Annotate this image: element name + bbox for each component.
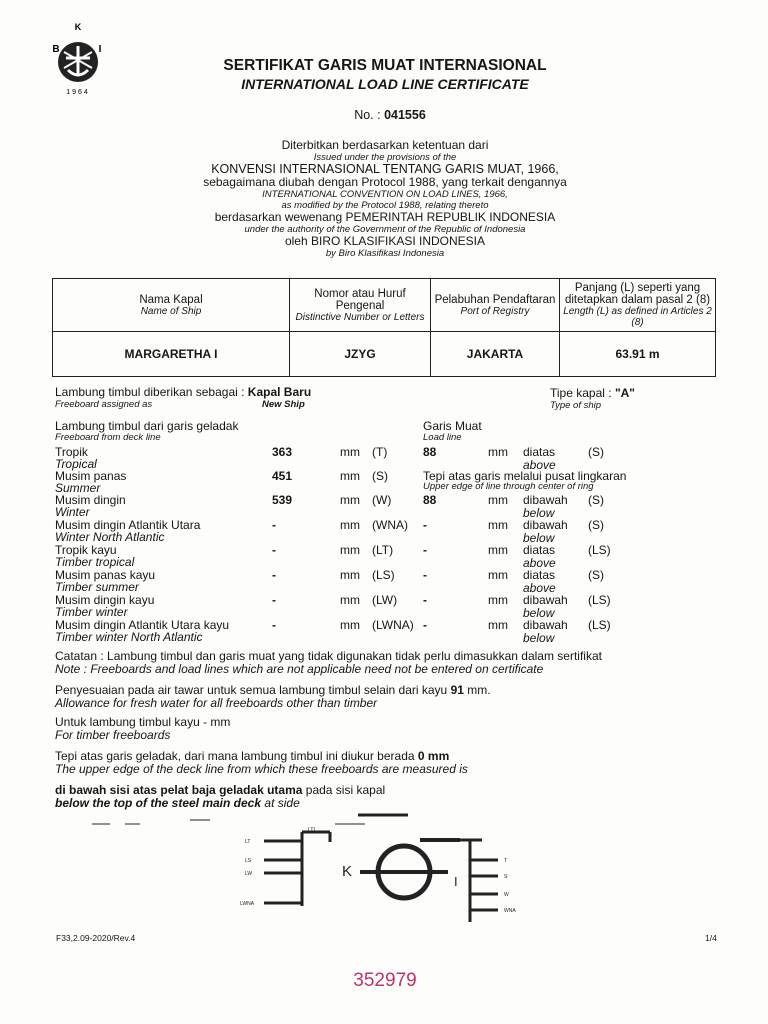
freeboard-row-name: Musim dingin Atlantik Utara kayu bbox=[55, 618, 230, 632]
mark-label-ls: LS bbox=[245, 858, 252, 864]
freeboard-row-value: - bbox=[272, 568, 276, 582]
loadline-row-position: diatas bbox=[523, 543, 556, 557]
freeboard-row-name: Musim dingin Atlantik Utara bbox=[55, 518, 201, 532]
loadline-row-position-en: above bbox=[523, 556, 556, 570]
loadline-row-code: (S) bbox=[588, 445, 604, 459]
loadline-row-code: (S) bbox=[588, 568, 604, 582]
loadline-row-unit: mm bbox=[488, 568, 508, 582]
mark-label-top: LTI bbox=[308, 827, 315, 833]
bki-logo bbox=[44, 18, 112, 98]
port-of-registry-value: JAKARTA bbox=[431, 332, 560, 377]
preamble-authority-en: under the authority of the Government of the Republic of Indonesia bbox=[244, 224, 526, 235]
loadline-row-unit: mm bbox=[488, 593, 508, 607]
note-timber: Untuk lambung timbul kayu - mm bbox=[55, 715, 231, 729]
table-header-row bbox=[53, 279, 716, 332]
freeboard-row-name-en: Winter North Atlantic bbox=[55, 530, 165, 544]
freeboard-row-name-en: Timber summer bbox=[55, 580, 139, 594]
freeboard-row-unit: mm bbox=[340, 445, 360, 459]
loadline-row-position-en: above bbox=[523, 581, 556, 595]
preamble-line-1: Diterbitkan berdasarkan ketentuan dari bbox=[281, 138, 489, 152]
freeboard-assigned-label-en: Freeboard assigned as bbox=[55, 399, 153, 410]
mark-label-wna: WNA bbox=[504, 908, 516, 914]
loadline-row-value: 88 bbox=[423, 445, 437, 459]
freeboard-row-name: Tropik bbox=[55, 445, 88, 459]
freeboard-row-unit: mm bbox=[340, 618, 360, 632]
loadline-row-value: - bbox=[423, 518, 427, 532]
freeboard-row-value: - bbox=[272, 618, 276, 632]
header-distinctive-number: Nomor atau Huruf Pengenal Distinctive Number or Letters bbox=[290, 279, 431, 332]
loadline-row-position-en: below bbox=[523, 606, 555, 620]
loadline-row-position-en: above bbox=[523, 458, 556, 472]
table-value-row bbox=[53, 332, 716, 377]
freeboard-row-name-en: Winter bbox=[55, 505, 90, 519]
loadline-row-position: diatas bbox=[523, 568, 556, 582]
freeboard-title: Lambung timbul dari garis geladak bbox=[55, 419, 239, 433]
note-fresh-water-en: Allowance for fresh water for all freeboards other than timber bbox=[55, 696, 378, 710]
loadline-title-en: Load line bbox=[423, 432, 462, 443]
mark-label-t: T bbox=[504, 858, 508, 864]
freeboard-row-name: Musim panas kayu bbox=[55, 568, 156, 582]
freeboard-assigned-label: Lambung timbul diberikan sebagai : bbox=[55, 385, 245, 399]
loadline-row-value: - bbox=[423, 593, 427, 607]
header-length: Panjang (L) seperti yang ditetapkan dalam pasal 2 (8) Length (L) as defined in Articles 2 (8) bbox=[560, 279, 716, 332]
freeboard-row-name: Tropik kayu bbox=[55, 543, 117, 557]
preamble-convention: KONVENSI INTERNASIONAL TENTANG GARIS MUAT, 1966, bbox=[211, 162, 559, 176]
ship-type-value: "A" bbox=[614, 386, 635, 400]
note-deck-line: Tepi atas garis geladak, dari mana lambung timbul ini diukur berada 0 mm bbox=[55, 749, 450, 763]
mark-label-lwna: LWNA bbox=[240, 901, 255, 907]
freeboard-row-value: - bbox=[272, 543, 276, 557]
form-code: F33,2.09-2020/Rev.4 bbox=[56, 933, 136, 943]
loadline-row-position: diatas bbox=[523, 445, 556, 459]
freeboard-row-value: 363 bbox=[272, 445, 293, 459]
freeboard-assigned-value: Kapal Baru bbox=[247, 385, 312, 399]
freeboard-row-name-en: Tropical bbox=[55, 457, 97, 471]
freeboard-row-name-en: Summer bbox=[55, 481, 101, 495]
loadline-row-position-en: below bbox=[523, 506, 555, 520]
logo-year: 1964 bbox=[66, 89, 90, 96]
loadline-row-value: - bbox=[423, 568, 427, 582]
loadline-row-position: dibawah bbox=[523, 593, 568, 607]
freeboard-row-value: 539 bbox=[272, 493, 293, 507]
logo-letter-b: B bbox=[52, 44, 60, 55]
loadline-row-code: (LS) bbox=[588, 543, 611, 557]
loadline-row-unit: mm bbox=[488, 445, 508, 459]
freeboard-row-code: (W) bbox=[372, 493, 392, 507]
freeboard-row-code: (LT) bbox=[372, 543, 394, 557]
mark-letter-k: K bbox=[342, 863, 353, 880]
freeboard-row-code: (LW) bbox=[372, 593, 398, 607]
freeboard-row-unit: mm bbox=[340, 543, 360, 557]
freeboard-row-name: Musim dingin bbox=[55, 493, 126, 507]
freeboard-row-code: (WNA) bbox=[372, 518, 408, 532]
ship-type-label-en: Type of ship bbox=[550, 400, 602, 411]
ship-type-label: Tipe kapal : bbox=[550, 386, 612, 400]
freeboard-row-name-en: Timber winter North Atlantic bbox=[55, 630, 203, 644]
loadline-row-code: (S) bbox=[588, 518, 604, 532]
freeboard-row-unit: mm bbox=[340, 593, 360, 607]
preamble-issuer: oleh BIRO KLASIFIKASI INDONESIA bbox=[284, 234, 486, 248]
header-ship-name: Nama Kapal Name of Ship bbox=[53, 279, 290, 332]
loadline-row-position: dibawah bbox=[523, 618, 568, 632]
length-value: 63.91 m bbox=[560, 332, 716, 377]
freeboard-row-name-en: Timber tropical bbox=[55, 555, 135, 569]
certificate-number-value: 041556 bbox=[384, 108, 426, 122]
freeboard-row-value: - bbox=[272, 593, 276, 607]
ship-name-value: MARGARETHA I bbox=[53, 332, 290, 377]
loadline-title: Garis Muat bbox=[423, 419, 482, 433]
freeboard-row-code: (S) bbox=[372, 469, 388, 483]
note-main-deck-en: below the top of the steel main deck at side bbox=[55, 796, 300, 810]
distinctive-number-value: JZYG bbox=[290, 332, 431, 377]
loadline-row-unit: mm bbox=[488, 543, 508, 557]
preamble-convention-en: INTERNATIONAL CONVENTION ON LOAD LINES, 1966, bbox=[262, 189, 508, 200]
freeboard-assigned-value-en: New Ship bbox=[262, 399, 305, 410]
preamble-protocol-en: as modified by the Protocol 1988, relating thereto bbox=[281, 200, 489, 211]
note-1-en: Note : Freeboards and load lines which are not applicable need not be entered on certificate bbox=[55, 662, 544, 676]
loadline-row-position-en: below bbox=[523, 631, 555, 645]
note-timber-en: For timber freeboards bbox=[55, 728, 171, 742]
freeboard-row-code: (LWNA) bbox=[372, 618, 414, 632]
loadline-row-position-en: below bbox=[523, 531, 555, 545]
loadline-row-unit: mm bbox=[488, 618, 508, 632]
preamble-authority: berdasarkan wewenang PEMERINTAH REPUBLIK INDONESIA bbox=[214, 210, 556, 224]
freeboard-assigned bbox=[55, 386, 311, 399]
note-fresh-water: Penyesuaian pada air tawar untuk semua lambung timbul selain dari kayu 91 mm. bbox=[55, 683, 491, 697]
logo-letter-k: K bbox=[74, 22, 82, 32]
note-main-deck: di bawah sisi atas pelat baja geladak utama pada sisi kapal bbox=[55, 783, 386, 797]
freeboard-row-name: Musim panas bbox=[55, 469, 127, 483]
loadline-row-unit: mm bbox=[488, 493, 508, 507]
preamble bbox=[150, 139, 620, 259]
ship-type bbox=[550, 387, 635, 400]
mark-letter-i: I bbox=[454, 874, 458, 889]
loadline-row-unit: mm bbox=[488, 518, 508, 532]
certificate-title-en: INTERNATIONAL LOAD LINE CERTIFICATE bbox=[241, 76, 529, 92]
loadline-row-value: - bbox=[423, 618, 427, 632]
freeboard-row-unit: mm bbox=[340, 493, 360, 507]
freeboard-row-value: 451 bbox=[272, 469, 293, 483]
freeboard-title-en: Freeboard from deck line bbox=[55, 432, 161, 443]
logo-letter-i: I bbox=[98, 44, 102, 55]
loadline-row-code: (LS) bbox=[588, 618, 611, 632]
note-deck-line-en: The upper edge of the deck line from which these freeboards are measured is bbox=[55, 762, 468, 776]
fresh-water-value: 91 bbox=[450, 683, 464, 697]
loadline-row-value: 88 bbox=[423, 493, 437, 507]
ring-note-en: Upper edge of line through center of ring bbox=[423, 481, 594, 492]
freeboard-row-unit: mm bbox=[340, 568, 360, 582]
loadline-row-code: (LS) bbox=[588, 593, 611, 607]
mark-label-lt: LT bbox=[245, 839, 251, 845]
header-port-of-registry: Pelabuhan Pendaftaran Port of Registry bbox=[431, 279, 560, 332]
load-line-mark-diagram bbox=[80, 810, 600, 930]
mark-label-w: W bbox=[504, 892, 509, 898]
page-number: 1/4 bbox=[705, 933, 717, 943]
loadline-row-position: dibawah bbox=[523, 518, 568, 532]
freeboard-row-unit: mm bbox=[340, 469, 360, 483]
freeboard-row-name: Musim dingin kayu bbox=[55, 593, 155, 607]
note-1: Catatan : Lambung timbul dan garis muat yang tidak digunakan tidak perlu dimasukkan dalam sertifikat bbox=[55, 649, 602, 663]
ring-note: Tepi atas garis melalui pusat lingkaran bbox=[423, 469, 627, 483]
preamble-protocol: sebagaimana diubah dengan Protocol 1988, yang terkait dengannya bbox=[203, 175, 567, 189]
freeboard-row-name-en: Timber winter bbox=[55, 605, 128, 619]
preamble-line-1-en: Issued under the provisions of the bbox=[313, 152, 457, 163]
ship-particulars-table bbox=[52, 278, 716, 377]
loadline-row-position: dibawah bbox=[523, 493, 568, 507]
freeboard-row-code: (T) bbox=[372, 445, 388, 459]
mark-label-s: S bbox=[504, 874, 508, 880]
certificate-number-label: No. : bbox=[354, 108, 381, 122]
mark-label-lw: LW bbox=[245, 871, 253, 877]
freeboard-row-code: (LS) bbox=[372, 568, 395, 582]
loadline-row-code: (S) bbox=[588, 493, 604, 507]
certificate-title: SERTIFIKAT GARIS MUAT INTERNASIONAL bbox=[223, 57, 547, 74]
certificate-number bbox=[330, 108, 450, 122]
preamble-issuer-en: by Biro Klasifikasi Indonesia bbox=[325, 248, 445, 259]
freeboard-row-unit: mm bbox=[340, 518, 360, 532]
serial-stamp: 352979 bbox=[353, 970, 417, 991]
deck-line-value: 0 mm bbox=[417, 749, 450, 763]
freeboard-row-value: - bbox=[272, 518, 276, 532]
loadline-row-value: - bbox=[423, 543, 427, 557]
